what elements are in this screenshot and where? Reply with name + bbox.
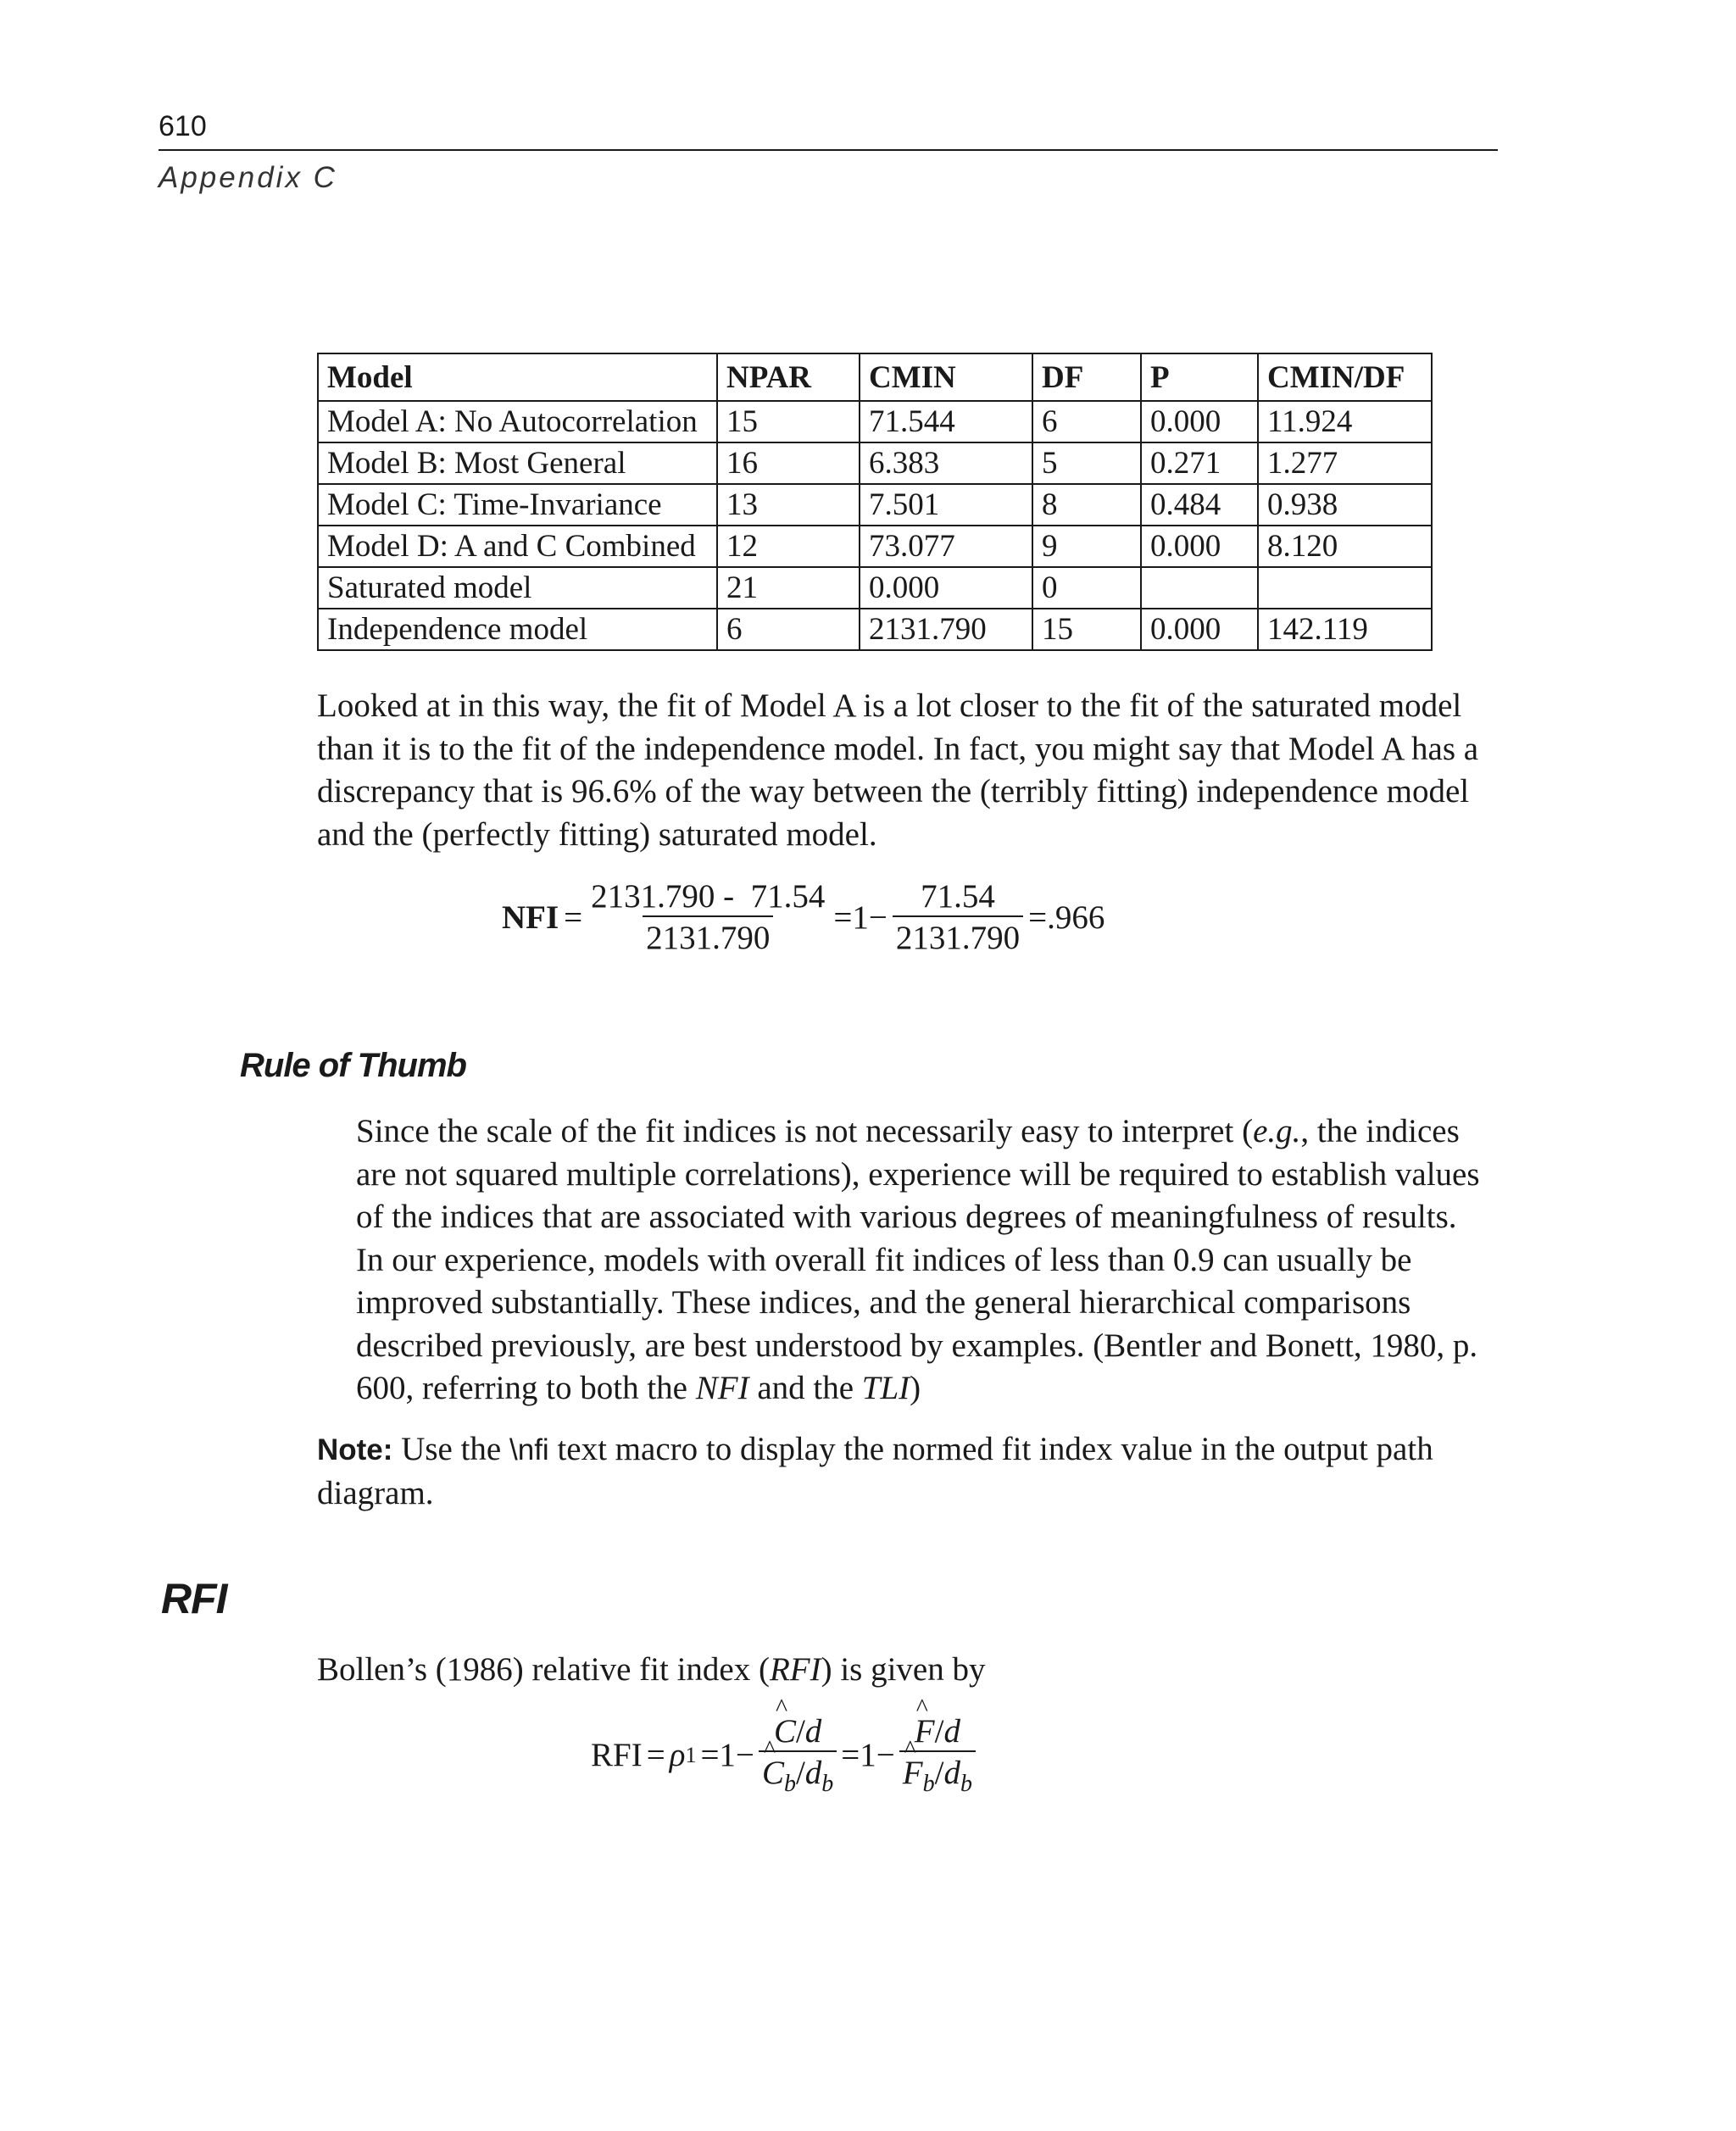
d-symbol: d (804, 1713, 822, 1750)
table-cell: 8.120 (1258, 526, 1432, 567)
table-cell: Saturated model (318, 567, 717, 609)
fraction-denominator: ^ $F_b/d_b$ (899, 1750, 976, 1799)
rfi-fraction-f (899, 1712, 976, 1799)
rule-of-thumb-heading: Rule of Thumb (240, 1047, 466, 1084)
equals-sign: = (646, 1737, 665, 1774)
table-cell: 15 (1032, 609, 1141, 650)
table-cell: 0.000 (1141, 526, 1258, 567)
table-cell: 12 (717, 526, 860, 567)
column-header: Model (318, 353, 717, 401)
table-cell: 7.501 (860, 484, 1032, 526)
b-subscript: b (922, 1770, 935, 1797)
rho-subscript: 1 (685, 1742, 697, 1767)
f-hat: ^ F (915, 1712, 935, 1750)
rfi-intro-text: ) is given by (821, 1651, 986, 1688)
one-minus: =1− (833, 899, 887, 936)
equals-sign: = (564, 899, 583, 936)
column-header: NPAR (717, 353, 860, 401)
table-cell: Model D: A and C Combined (318, 526, 717, 567)
page-number: 610 (159, 110, 207, 142)
table-row (318, 401, 1432, 442)
table-cell: 0.000 (1141, 401, 1258, 442)
running-head: Appendix C (159, 161, 337, 194)
table-cell: 142.119 (1258, 609, 1432, 650)
fraction-numerator: 71.54 (921, 878, 995, 915)
table-row (318, 567, 1432, 609)
b-subscript: b (821, 1770, 834, 1797)
c-hat: ^ C (774, 1712, 796, 1750)
note-text: Use the (392, 1431, 509, 1467)
quote-text: Since the scale of the fit indices is not necessarily easy to interpret ( (356, 1113, 1254, 1149)
nfi-label: NFI (502, 899, 559, 936)
table-cell: 0.000 (860, 567, 1032, 609)
column-header: P (1141, 353, 1258, 401)
table-cell: 21 (717, 567, 860, 609)
one-minus: =1− (700, 1737, 754, 1774)
rho-symbol: ρ (669, 1737, 686, 1774)
table-cell: 6 (717, 609, 860, 650)
table-row (318, 609, 1432, 650)
rule-of-thumb-quote (356, 1110, 1492, 1410)
table-header-row (318, 353, 1432, 401)
table-row (318, 484, 1432, 526)
d-symbol: d (943, 1755, 960, 1791)
quote-text: and the (748, 1370, 862, 1406)
nfi-fraction-2 (893, 877, 1023, 957)
column-header: CMIN/DF (1258, 353, 1432, 401)
d-symbol: d (804, 1755, 822, 1791)
c-hat-b: ^ C (762, 1754, 784, 1792)
table-cell: 73.077 (860, 526, 1032, 567)
table-cell: 11.924 (1258, 401, 1432, 442)
column-header: CMIN (860, 353, 1032, 401)
note-paragraph (317, 1428, 1504, 1515)
fraction-denominator: 2131.790 (643, 915, 773, 957)
table-cell: 0 (1032, 567, 1141, 609)
table-cell: 13 (717, 484, 860, 526)
fraction-denominator: ^ $C_b/d_b$ (759, 1750, 837, 1799)
rfi-intro-text: Bollen’s (1986) relative fit index ( (317, 1651, 770, 1688)
table-cell: 2131.790 (860, 609, 1032, 650)
fraction-denominator: 2131.790 (893, 915, 1023, 957)
note-text: text macro to display the normed fit index value in the output path diagram. (317, 1431, 1433, 1511)
b-subscript: b (783, 1770, 796, 1797)
rfi-equation (591, 1712, 976, 1799)
table-cell: 6 (1032, 401, 1141, 442)
fraction-numerator: 2131.790 - 71.54 (591, 878, 826, 915)
table-cell: 15 (717, 401, 860, 442)
table-cell (1141, 567, 1258, 609)
table-cell: Independence model (318, 609, 717, 650)
nfi-equation (502, 877, 1110, 957)
nfi-fraction-1 (587, 877, 828, 957)
table-cell: Model A: No Autocorrelation (318, 401, 717, 442)
table-cell: 5 (1032, 442, 1141, 484)
note-label: Note: (317, 1433, 393, 1466)
table-row (318, 526, 1432, 567)
quote-italic: TLI (861, 1370, 910, 1406)
table-cell: 9 (1032, 526, 1141, 567)
column-header: DF (1032, 353, 1141, 401)
body-paragraph: Looked at in this way, the fit of Model A is a lot closer to the fit of the saturated model than it is to the fit of the independence model. In fact, you might say that Model A has a discrepancy that is 96.6% of the way between the (terribly fitting) independence model and the (perfectly fitting) saturated model. (317, 687, 1479, 853)
table-cell: 0.938 (1258, 484, 1432, 526)
d-symbol: d (943, 1713, 960, 1750)
header-rule (159, 149, 1498, 151)
table-cell: 71.544 (860, 401, 1032, 442)
quote-italic: NFI (695, 1370, 749, 1406)
table-cell (1258, 567, 1432, 609)
macro-name: \nfi (509, 1433, 549, 1466)
table-cell: 1.277 (1258, 442, 1432, 484)
table-cell: 0.000 (1141, 609, 1258, 650)
nfi-result: =.966 (1028, 899, 1105, 936)
rfi-intro (317, 1649, 1504, 1692)
rfi-label: RFI (591, 1737, 643, 1774)
table-row (318, 442, 1432, 484)
table-cell: 6.383 (860, 442, 1032, 484)
table-cell: Model C: Time-Invariance (318, 484, 717, 526)
table-cell: 0.484 (1141, 484, 1258, 526)
rfi-fraction-c (759, 1712, 837, 1799)
rfi-heading: RFI (161, 1575, 227, 1622)
quote-text: , the indices are not squared multiple correlations), experience will be required to establish values of the indices that are associated with various degrees of meaningfulness of results. In our experience, models with overall fit indices of less than 0.9 can usually be improved substantially. These indices, and the general hierarchical comparisons described previously, are best understood by examples. (Bentler and Bonett, 1980, p. 600, referring to both the (356, 1113, 1480, 1406)
one-minus: =1− (841, 1737, 895, 1774)
table-cell: 16 (717, 442, 860, 484)
rfi-intro-italic: RFI (769, 1651, 821, 1688)
fit-index-table (317, 353, 1433, 651)
quote-text: ) (910, 1370, 921, 1406)
fraction-numerator: ^ C/d (771, 1712, 825, 1750)
fraction-numerator: ^ F/d (911, 1712, 964, 1750)
table-cell: Model B: Most General (318, 442, 717, 484)
f-hat-b: ^ F (903, 1754, 923, 1792)
b-subscript: b (960, 1770, 972, 1797)
table-cell: 0.271 (1141, 442, 1258, 484)
quote-italic: e.g. (1253, 1113, 1301, 1149)
table-cell: 8 (1032, 484, 1141, 526)
